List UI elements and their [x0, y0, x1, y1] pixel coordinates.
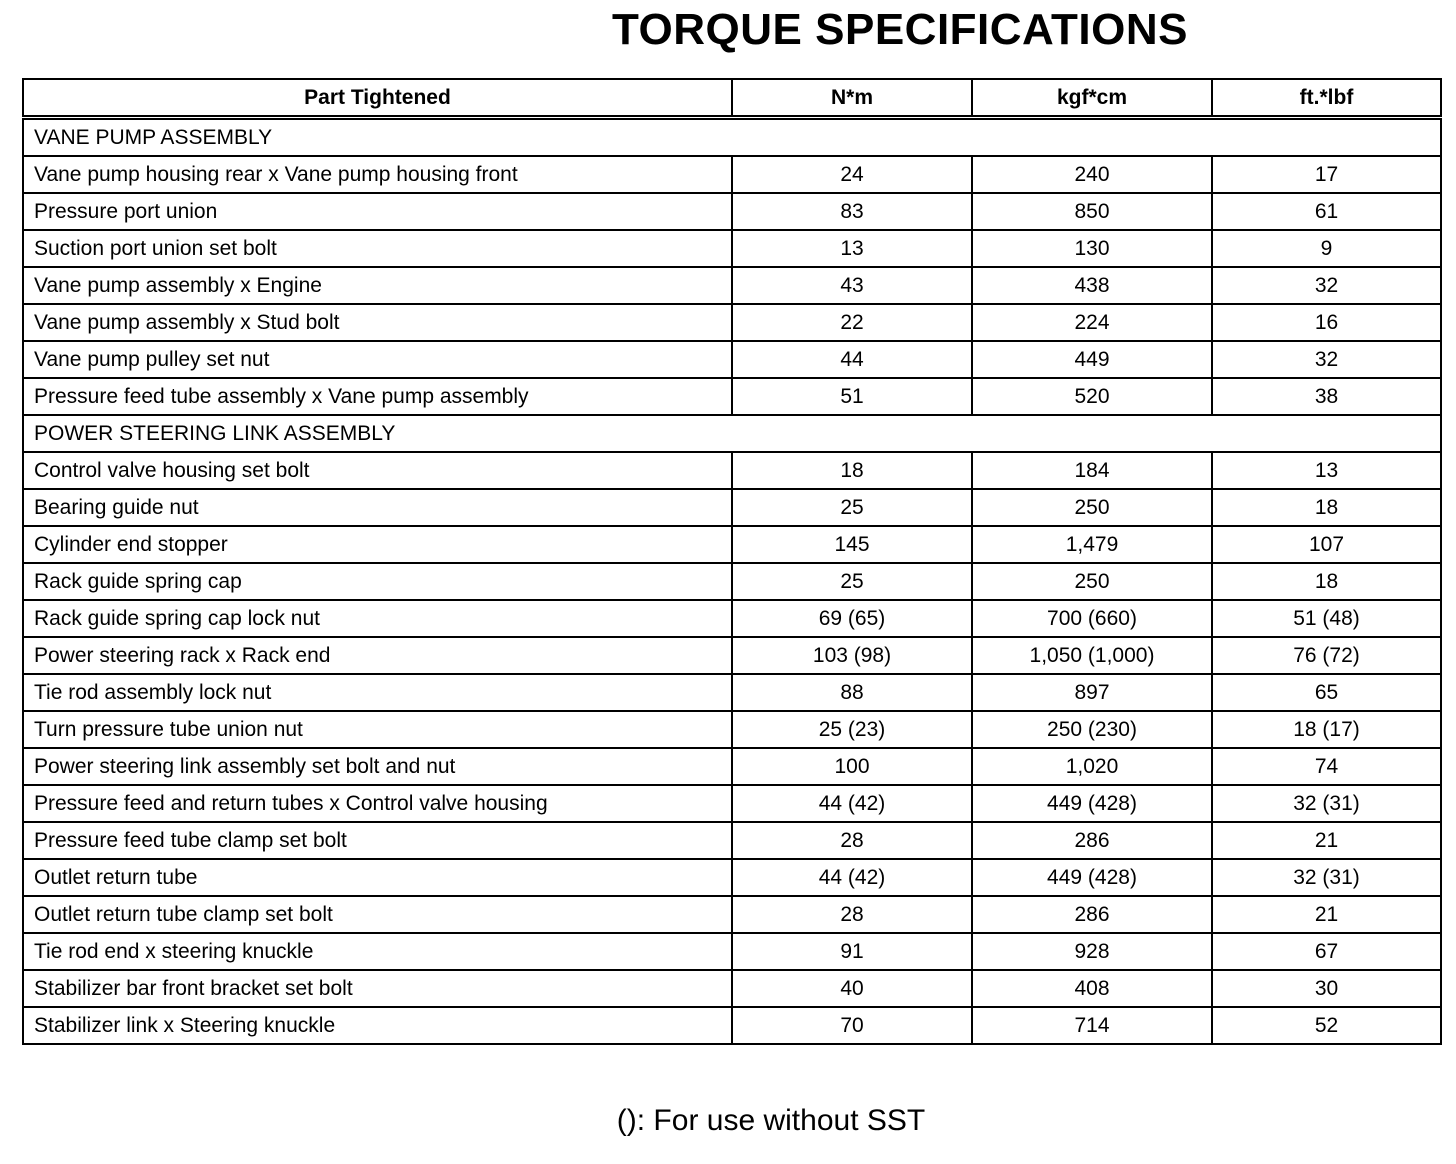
- section-row: [23, 118, 1441, 157]
- torque-nm-cell: 44 (42): [732, 859, 972, 896]
- torque-ftlbf-cell: 9: [1212, 230, 1441, 267]
- table-row: [23, 859, 1441, 896]
- table-row: [23, 970, 1441, 1007]
- torque-kgfcm-cell: 286: [972, 896, 1212, 933]
- table-row: [23, 489, 1441, 526]
- table-header: [23, 79, 1441, 118]
- torque-kgfcm-cell: 250: [972, 563, 1212, 600]
- table-row: [23, 304, 1441, 341]
- torque-kgfcm-cell: 897: [972, 674, 1212, 711]
- torque-ftlbf-cell: 18 (17): [1212, 711, 1441, 748]
- table-row: [23, 341, 1441, 378]
- part-name-cell: Cylinder end stopper: [23, 526, 732, 563]
- torque-ftlbf-cell: 76 (72): [1212, 637, 1441, 674]
- part-name-cell: Pressure port union: [23, 193, 732, 230]
- part-name-cell: Power steering rack x Rack end: [23, 637, 732, 674]
- part-name-cell: Vane pump assembly x Engine: [23, 267, 732, 304]
- torque-ftlbf-cell: 18: [1212, 563, 1441, 600]
- torque-kgfcm-cell: 850: [972, 193, 1212, 230]
- part-name-cell: Tie rod assembly lock nut: [23, 674, 732, 711]
- torque-nm-cell: 28: [732, 896, 972, 933]
- torque-nm-cell: 40: [732, 970, 972, 1007]
- torque-ftlbf-cell: 32: [1212, 341, 1441, 378]
- torque-ftlbf-cell: 74: [1212, 748, 1441, 785]
- column-header-part: Part Tightened: [23, 79, 732, 118]
- table-row: [23, 674, 1441, 711]
- torque-nm-cell: 22: [732, 304, 972, 341]
- part-name-cell: Vane pump housing rear x Vane pump housing front: [23, 156, 732, 193]
- torque-spec-table: [22, 78, 1442, 1045]
- torque-nm-cell: 88: [732, 674, 972, 711]
- table-body: [23, 118, 1441, 1045]
- column-header-nm: N*m: [732, 79, 972, 118]
- torque-kgfcm-cell: 928: [972, 933, 1212, 970]
- part-name-cell: Rack guide spring cap lock nut: [23, 600, 732, 637]
- torque-nm-cell: 25 (23): [732, 711, 972, 748]
- torque-nm-cell: 145: [732, 526, 972, 563]
- torque-nm-cell: 103 (98): [732, 637, 972, 674]
- torque-nm-cell: 25: [732, 489, 972, 526]
- torque-kgfcm-cell: 1,479: [972, 526, 1212, 563]
- part-name-cell: Pressure feed and return tubes x Control valve housing: [23, 785, 732, 822]
- section-heading: VANE PUMP ASSEMBLY: [23, 118, 1441, 157]
- part-name-cell: Bearing guide nut: [23, 489, 732, 526]
- column-header-kgfcm: kgf*cm: [972, 79, 1212, 118]
- torque-nm-cell: 24: [732, 156, 972, 193]
- table-row: [23, 563, 1441, 600]
- torque-kgfcm-cell: 714: [972, 1007, 1212, 1044]
- column-header-ftlbf: ft.*lbf: [1212, 79, 1441, 118]
- torque-kgfcm-cell: 1,050 (1,000): [972, 637, 1212, 674]
- torque-kgfcm-cell: 438: [972, 267, 1212, 304]
- torque-ftlbf-cell: 32 (31): [1212, 785, 1441, 822]
- part-name-cell: Stabilizer link x Steering knuckle: [23, 1007, 732, 1044]
- torque-nm-cell: 28: [732, 822, 972, 859]
- table-row: [23, 933, 1441, 970]
- torque-nm-cell: 43: [732, 267, 972, 304]
- torque-nm-cell: 25: [732, 563, 972, 600]
- torque-ftlbf-cell: 65: [1212, 674, 1441, 711]
- torque-kgfcm-cell: 240: [972, 156, 1212, 193]
- torque-kgfcm-cell: 250: [972, 489, 1212, 526]
- part-name-cell: Power steering link assembly set bolt and nut: [23, 748, 732, 785]
- table-row: [23, 378, 1441, 415]
- page-title: TORQUE SPECIFICATIONS: [611, 5, 1189, 54]
- table-row: [23, 156, 1441, 193]
- footnote: (): For use without SST: [616, 1104, 926, 1137]
- torque-kgfcm-cell: 130: [972, 230, 1212, 267]
- part-name-cell: Pressure feed tube assembly x Vane pump assembly: [23, 378, 732, 415]
- torque-ftlbf-cell: 52: [1212, 1007, 1441, 1044]
- table-row: [23, 785, 1441, 822]
- torque-nm-cell: 51: [732, 378, 972, 415]
- torque-kgfcm-cell: 449: [972, 341, 1212, 378]
- torque-nm-cell: 13: [732, 230, 972, 267]
- torque-kgfcm-cell: 520: [972, 378, 1212, 415]
- table-row: [23, 711, 1441, 748]
- table-row: [23, 267, 1441, 304]
- part-name-cell: Stabilizer bar front bracket set bolt: [23, 970, 732, 1007]
- torque-ftlbf-cell: 16: [1212, 304, 1441, 341]
- section-row: [23, 415, 1441, 452]
- torque-nm-cell: 44: [732, 341, 972, 378]
- torque-nm-cell: 70: [732, 1007, 972, 1044]
- table-row: [23, 600, 1441, 637]
- torque-ftlbf-cell: 32: [1212, 267, 1441, 304]
- part-name-cell: Outlet return tube clamp set bolt: [23, 896, 732, 933]
- part-name-cell: Suction port union set bolt: [23, 230, 732, 267]
- torque-ftlbf-cell: 38: [1212, 378, 1441, 415]
- torque-ftlbf-cell: 17: [1212, 156, 1441, 193]
- part-name-cell: Pressure feed tube clamp set bolt: [23, 822, 732, 859]
- torque-nm-cell: 69 (65): [732, 600, 972, 637]
- part-name-cell: Control valve housing set bolt: [23, 452, 732, 489]
- torque-nm-cell: 18: [732, 452, 972, 489]
- section-heading: POWER STEERING LINK ASSEMBLY: [23, 415, 1441, 452]
- torque-nm-cell: 44 (42): [732, 785, 972, 822]
- torque-ftlbf-cell: 32 (31): [1212, 859, 1441, 896]
- part-name-cell: Rack guide spring cap: [23, 563, 732, 600]
- torque-ftlbf-cell: 30: [1212, 970, 1441, 1007]
- table-row: [23, 1007, 1441, 1044]
- part-name-cell: Tie rod end x steering knuckle: [23, 933, 732, 970]
- torque-kgfcm-cell: 408: [972, 970, 1212, 1007]
- table-row: [23, 822, 1441, 859]
- part-name-cell: Turn pressure tube union nut: [23, 711, 732, 748]
- torque-kgfcm-cell: 1,020: [972, 748, 1212, 785]
- torque-kgfcm-cell: 449 (428): [972, 785, 1212, 822]
- part-name-cell: Vane pump assembly x Stud bolt: [23, 304, 732, 341]
- table-row: [23, 637, 1441, 674]
- torque-ftlbf-cell: 21: [1212, 822, 1441, 859]
- torque-ftlbf-cell: 67: [1212, 933, 1441, 970]
- header-row: [23, 79, 1441, 118]
- torque-ftlbf-cell: 61: [1212, 193, 1441, 230]
- torque-ftlbf-cell: 107: [1212, 526, 1441, 563]
- torque-kgfcm-cell: 250 (230): [972, 711, 1212, 748]
- part-name-cell: Vane pump pulley set nut: [23, 341, 732, 378]
- torque-kgfcm-cell: 449 (428): [972, 859, 1212, 896]
- table-row: [23, 748, 1441, 785]
- table-row: [23, 193, 1441, 230]
- table-row: [23, 452, 1441, 489]
- torque-kgfcm-cell: 224: [972, 304, 1212, 341]
- table-row: [23, 230, 1441, 267]
- torque-nm-cell: 91: [732, 933, 972, 970]
- torque-kgfcm-cell: 286: [972, 822, 1212, 859]
- table-row: [23, 896, 1441, 933]
- torque-ftlbf-cell: 13: [1212, 452, 1441, 489]
- torque-nm-cell: 100: [732, 748, 972, 785]
- torque-nm-cell: 83: [732, 193, 972, 230]
- torque-ftlbf-cell: 51 (48): [1212, 600, 1441, 637]
- torque-kgfcm-cell: 700 (660): [972, 600, 1212, 637]
- torque-ftlbf-cell: 18: [1212, 489, 1441, 526]
- table-row: [23, 526, 1441, 563]
- torque-ftlbf-cell: 21: [1212, 896, 1441, 933]
- part-name-cell: Outlet return tube: [23, 859, 732, 896]
- torque-kgfcm-cell: 184: [972, 452, 1212, 489]
